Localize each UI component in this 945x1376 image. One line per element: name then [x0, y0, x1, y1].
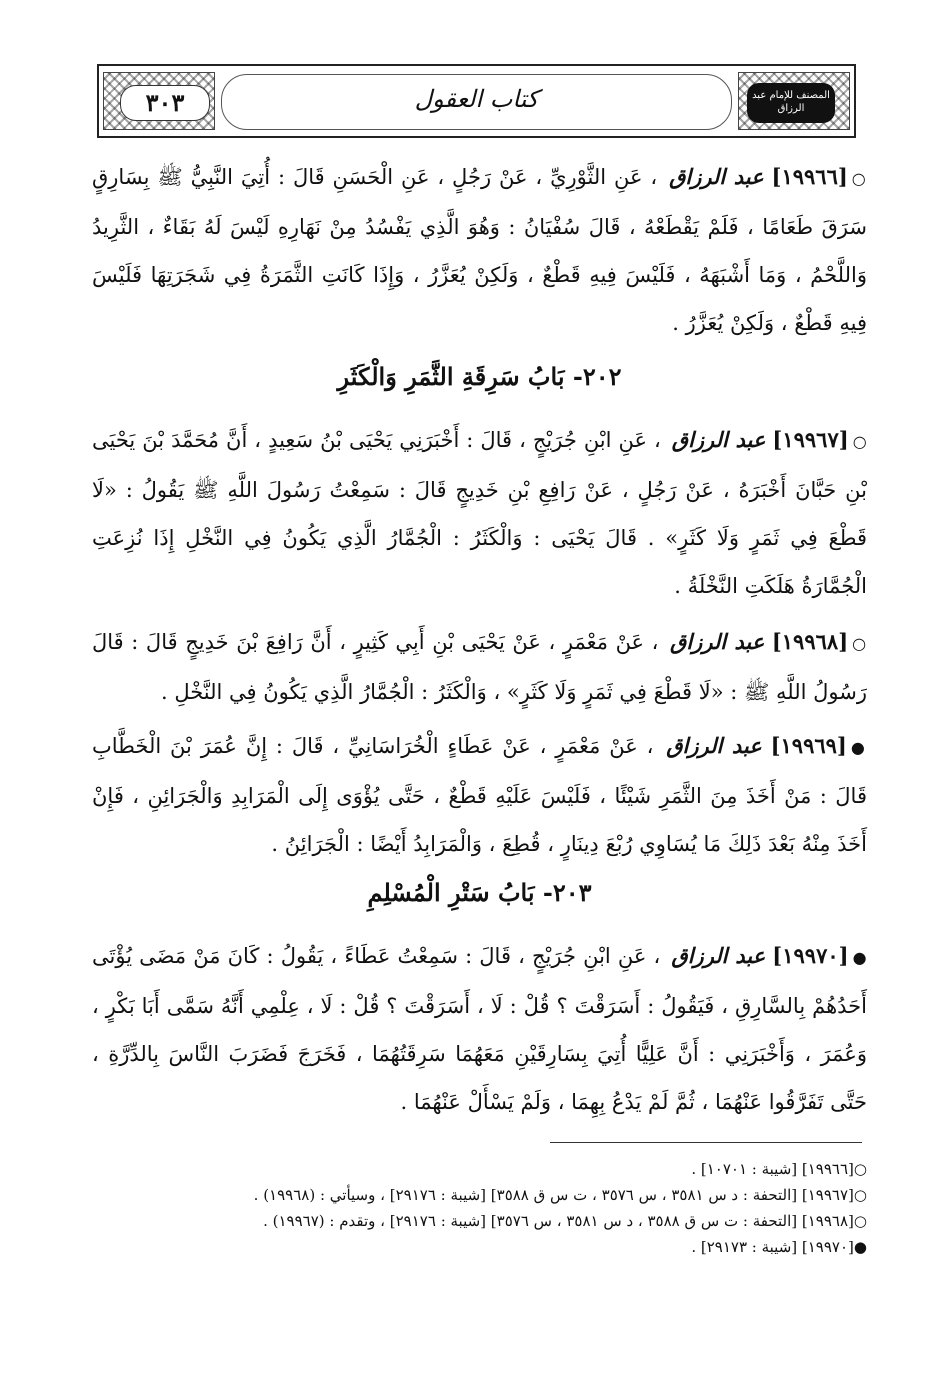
chapter-heading-202: ٢٠٢- بَابُ سَرِقَةِ الثَّمَرِ وَالْكَثَرِ: [337, 362, 622, 391]
footnote-divider: [550, 1142, 862, 1143]
hadith-text: ، عَنْ مَعْمَرٍ ، عَنْ يَحْيَى بْنِ أَبِي كَثِيرٍ ، أَنَّ رَافِعَ بْنَ خَدِيجٍ قَالَ : قَالَ رَسُولُ اللَّهِ ﷺ : «لَا قَطْعَ فِي ثَمَرٍ وَلَا كَثَرٍ» ، وَالْكَثَرُ : الْجُمَّارُ الَّذِي يَكُونُ فِي النَّخْلِ .: [92, 630, 867, 704]
hadith-19968: [92, 618, 867, 716]
hadith-mark: ●: [852, 948, 867, 967]
hadith-19970: [92, 932, 867, 1126]
hadith-mark: ○: [851, 169, 867, 188]
hadith-mark: ○: [852, 634, 867, 653]
hadith-narrator: عبد الرزاق: [666, 733, 762, 758]
hadith-text: ، عَنِ ابْنِ جُرَيْجٍ ، قَالَ : أَخْبَرَنِي يَحْيَى بْنُ سَعِيدٍ ، أَنَّ مُحَمَّدَ بْنَ يَحْيَى بْنِ حَبَّانَ أَخْبَرَهُ ، عَنْ رَجُلٍ ، عَنْ رَافِعِ بْنِ خَدِيجٍ قَالَ : سَمِعْتُ رَسُولَ اللَّهِ ﷺ يَقُولُ : «لَا قَطْعَ فِي ثَمَرٍ وَلَا كَثَرٍ» . قَالَ يَحْيَى : وَالْكَثَرُ : الْجُمَّارُ الَّذِي يَكُونُ فِي النَّخْلِ إِذَا نُزِعَتِ الْجُمَّارَةُ هَلَكَتِ النَّخْلَةُ .: [92, 428, 867, 598]
hadith-narrator: عبد الرزاق: [669, 164, 764, 189]
hadith-text: ، عَنِ الثَّوْرِيِّ ، عَنْ رَجُلٍ ، عَنِ الْحَسَنِ قَالَ : أُتِيَ النَّبِيُّ ﷺ بِسَارِقٍ سَرَقَ طَعَامًا ، فَلَمْ يَقْطَعْهُ ، قَالَ سُفْيَانُ : وَهُوَ الَّذِي يَفْسُدُ مِنْ نَهَارِهِ لَيْسَ لَهُ بَقَاءٌ ، الثَّرِيدُ وَاللَّحْمُ ، وَمَا أَشْبَهَهُ ، فَلَيْسَ فِيهِ قَطْعٌ ، وَلَكِنْ يُعَزَّرُ ، وَإِذَا كَانَتِ الثَّمَرَةُ فِي شَجَرَتِهَا فَلَيْسَ فِيهِ قَطْعٌ ، وَلَكِنْ يُعَزَّرُ .: [92, 165, 867, 335]
footnote-19968: ○[١٩٩٦٨] [التحفة : ت س ق ٣٥٨٨ ، د س ٣٥٨١ ، س ٣٥٧٦] [شيبة : ٢٩١٧٦] ، وتقدم : (١٩٩٦٧) .: [263, 1212, 867, 1230]
header-ornament-right: [738, 72, 850, 130]
hadith-narrator: عبد الرزاق: [671, 943, 766, 968]
hadith-mark: ○: [852, 432, 867, 451]
hadith-19967: [92, 416, 867, 610]
hadith-number: [١٩٩٦٩]: [770, 733, 847, 758]
header-title-frame: [221, 74, 732, 130]
footnote-19967: ○[١٩٩٦٧] [التحفة : د س ٣٥٨١ ، س ٣٥٧٦ ، ت س ق ٣٥٨٨] [شيبة : ٢٩١٧٦] ، وسيأتي : (١٩٩٦٨) .: [253, 1186, 867, 1204]
footnote-19970: ●[١٩٩٧٠] [شيبة : ٢٩١٧٣] .: [691, 1238, 867, 1256]
page-header: [97, 64, 856, 138]
hadith-narrator: عبد الرزاق: [671, 427, 766, 452]
footnote-19966: ○[١٩٩٦٦] [شيبة : ١٠٧٠١] .: [691, 1160, 867, 1178]
header-ornament-left: [103, 72, 215, 130]
chapter-heading-203: ٢٠٣- بَابُ سَتْرِ الْمُسْلِمِ: [367, 878, 592, 907]
hadith-number: [١٩٩٦٧]: [772, 427, 849, 452]
hadith-number: [١٩٩٦٨]: [771, 629, 849, 654]
hadith-text: ، عَنِ ابْنِ جُرَيْجٍ ، قَالَ : سَمِعْتُ عَطَاءً ، يَقُولُ : كَانَ مَنْ مَضَى يُؤْتَى أَحَدُهُمْ بِالسَّارِقِ ، فَيَقُولُ : أَسَرَقْتَ ؟ قُلْ : لَا ، أَسَرَقْتَ ؟ قُلْ : لَا ، عِلْمِي أَنَّهُ سَمَّى أَبَا بَكْرٍ ، وَعُمَرَ ، وَأَخْبَرَنِي : أَنَّ عَلِيًّا أُتِيَ بِسَارِقَيْنِ مَعَهُمَا سَرِقَتُهُمَا ، فَخَرَجَ فَضَرَبَ النَّاسَ بِالدِّرَّةِ ، حَتَّى تَفَرَّقُوا عَنْهُمَا ، ثُمَّ لَمْ يَدْعُ بِهِمَا ، وَلَمْ يَسْأَلْ عَنْهُمَا .: [92, 944, 867, 1114]
page-number: ٣٠٣: [120, 85, 210, 121]
hadith-number: [١٩٩٧٠]: [772, 943, 849, 968]
book-logo: المصنف للإمام عبد الرزاق: [747, 83, 835, 123]
hadith-19966: [92, 153, 867, 347]
hadith-mark: ●: [850, 738, 867, 757]
hadith-number: [١٩٩٦٦]: [771, 164, 848, 189]
running-title: كتاب العقول: [414, 85, 539, 113]
hadith-text: ، عَنْ مَعْمَرٍ ، عَنْ عَطَاءٍ الْخُرَاسَانِيِّ ، قَالَ : إِنَّ عُمَرَ بْنَ الْخَطَّابِ قَالَ : مَنْ أَخَذَ مِنَ الثَّمَرِ شَيْئًا ، فَلَيْسَ عَلَيْهِ قَطْعٌ ، حَتَّى يُؤْوَى إِلَى الْمَرَابِدِ وَالْجَرَائِنِ ، فَإِنْ أَخَذَ مِنْهُ بَعْدَ ذَلِكَ مَا يُسَاوِي رُبْعَ دِينَارٍ ، قُطِعَ ، وَالْمَرَابِدُ أَيْضًا : الْجَرَائِنُ .: [92, 734, 867, 856]
hadith-19969: [92, 722, 867, 868]
hadith-narrator: عبد الرزاق: [670, 629, 765, 654]
